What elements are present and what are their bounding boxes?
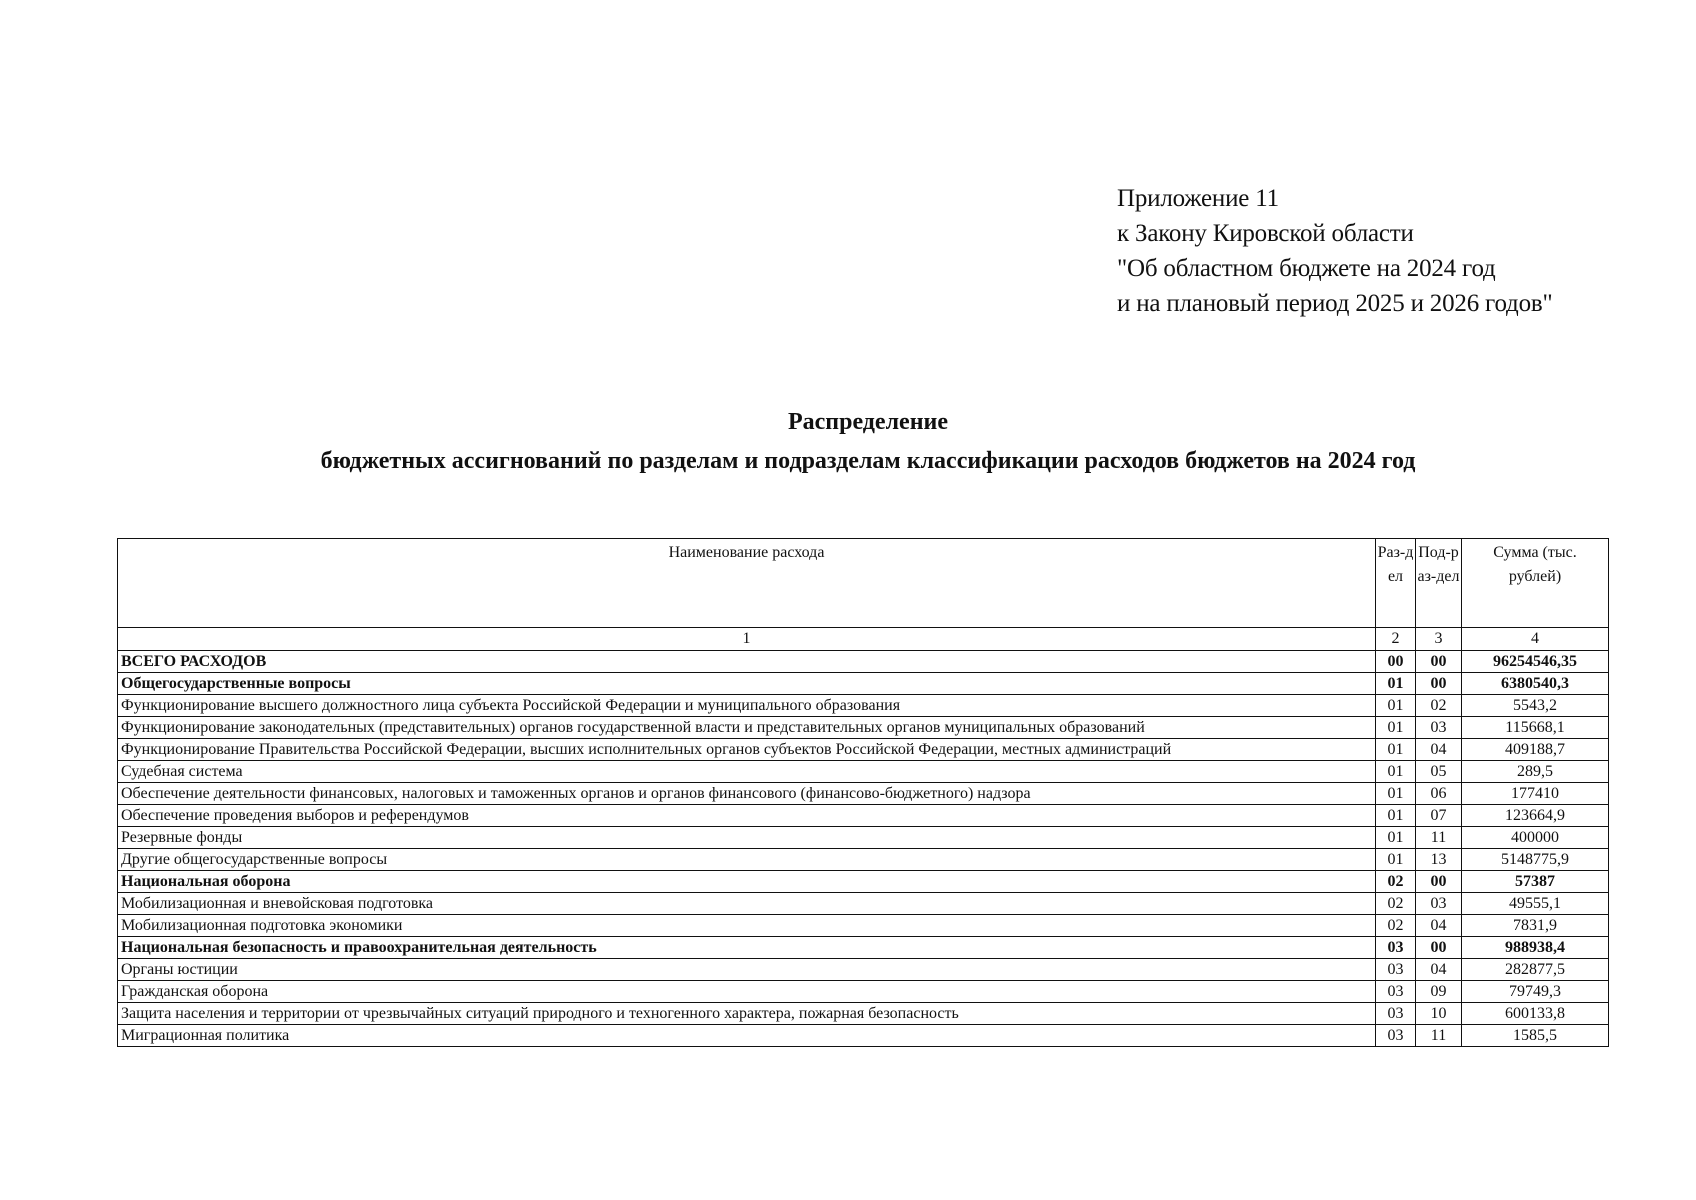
row-sum: 600133,8 (1462, 1003, 1609, 1025)
row-name: ВСЕГО РАСХОДОВ (118, 651, 1376, 673)
row-sum: 5148775,9 (1462, 849, 1609, 871)
header-sum (1462, 539, 1609, 628)
row-podrazdel: 00 (1416, 937, 1462, 959)
row-name: Функционирование высшего должностного лица субъекта Российской Федерации и муниципального образования (118, 695, 1376, 717)
header-podrazdel (1416, 539, 1462, 628)
appendix-law-title-cont: и на плановый период 2025 и 2026 годов" (1117, 290, 1553, 317)
table-row (118, 937, 1609, 959)
row-sum: 6380540,3 (1462, 673, 1609, 695)
column-number: 4 (1462, 628, 1609, 651)
row-razdel: 01 (1376, 827, 1416, 849)
row-podrazdel: 02 (1416, 695, 1462, 717)
budget-table (117, 538, 1609, 1047)
appendix-law-ref: к Закону Кировской области (1117, 220, 1414, 247)
table-row (118, 915, 1609, 937)
row-podrazdel: 05 (1416, 761, 1462, 783)
row-sum: 289,5 (1462, 761, 1609, 783)
table-row (118, 1003, 1609, 1025)
row-podrazdel: 00 (1416, 871, 1462, 893)
row-sum: 115668,1 (1462, 717, 1609, 739)
table-row (118, 717, 1609, 739)
row-podrazdel: 00 (1416, 651, 1462, 673)
table-row (118, 739, 1609, 761)
table-row (118, 893, 1609, 915)
row-name: Резервные фонды (118, 827, 1376, 849)
row-sum: 79749,3 (1462, 981, 1609, 1003)
row-name: Мобилизационная подготовка экономики (118, 915, 1376, 937)
row-name: Другие общегосударственные вопросы (118, 849, 1376, 871)
row-name: Функционирование Правительства Российской Федерации, высших исполнительных органов субъектов Российской Федерации, местных администраций (118, 739, 1376, 761)
row-sum: 96254546,35 (1462, 651, 1609, 673)
row-podrazdel: 07 (1416, 805, 1462, 827)
row-name: Национальная оборона (118, 871, 1376, 893)
row-razdel: 01 (1376, 783, 1416, 805)
row-name: Обеспечение проведения выборов и референдумов (118, 805, 1376, 827)
row-sum: 7831,9 (1462, 915, 1609, 937)
appendix-number: Приложение 11 (1117, 185, 1279, 212)
appendix-caption (1117, 181, 1553, 321)
budget-table-body (118, 651, 1609, 1047)
header-sum-label: Сумма (тыс. рублей) (1493, 544, 1577, 585)
row-podrazdel: 03 (1416, 717, 1462, 739)
row-podrazdel: 09 (1416, 981, 1462, 1003)
row-razdel: 03 (1376, 937, 1416, 959)
header-name: Наименование расхода (118, 539, 1376, 628)
table-row (118, 959, 1609, 981)
row-razdel: 01 (1376, 695, 1416, 717)
row-name: Национальная безопасность и правоохранительная деятельность (118, 937, 1376, 959)
row-podrazdel: 13 (1416, 849, 1462, 871)
row-podrazdel: 10 (1416, 1003, 1462, 1025)
table-row (118, 805, 1609, 827)
row-razdel: 02 (1376, 871, 1416, 893)
row-name: Общегосударственные вопросы (118, 673, 1376, 695)
document-title: Распределение (787, 409, 949, 435)
table-row (118, 1025, 1609, 1047)
row-razdel: 03 (1376, 981, 1416, 1003)
row-sum: 282877,5 (1462, 959, 1609, 981)
header-podrazdel-label: Под-раз-дел (1417, 544, 1460, 585)
row-sum: 409188,7 (1462, 739, 1609, 761)
column-number: 1 (118, 628, 1376, 651)
header-razdel-label: Раз-дел (1377, 544, 1414, 585)
table-row (118, 695, 1609, 717)
row-name: Миграционная политика (118, 1025, 1376, 1047)
table-row (118, 761, 1609, 783)
column-number: 2 (1376, 628, 1416, 651)
row-podrazdel: 11 (1416, 827, 1462, 849)
row-razdel: 01 (1376, 805, 1416, 827)
header-razdel (1376, 539, 1416, 628)
row-podrazdel: 04 (1416, 959, 1462, 981)
row-razdel: 01 (1376, 673, 1416, 695)
row-name: Органы юстиции (118, 959, 1376, 981)
row-name: Гражданская оборона (118, 981, 1376, 1003)
row-sum: 1585,5 (1462, 1025, 1609, 1047)
row-podrazdel: 11 (1416, 1025, 1462, 1047)
row-name: Защита населения и территории от чрезвычайных ситуаций природного и техногенного характера, пожарная безопасность (118, 1003, 1376, 1025)
row-podrazdel: 03 (1416, 893, 1462, 915)
row-razdel: 01 (1376, 849, 1416, 871)
row-razdel: 02 (1376, 915, 1416, 937)
document-subtitle: бюджетных ассигнований по разделам и подразделам классификации расходов бюджетов на 2024 год (320, 448, 1416, 474)
row-sum: 49555,1 (1462, 893, 1609, 915)
table-row (118, 783, 1609, 805)
row-podrazdel: 04 (1416, 739, 1462, 761)
table-row (118, 849, 1609, 871)
table-row (118, 981, 1609, 1003)
row-sum: 177410 (1462, 783, 1609, 805)
row-razdel: 00 (1376, 651, 1416, 673)
row-name: Судебная система (118, 761, 1376, 783)
row-sum: 5543,2 (1462, 695, 1609, 717)
row-razdel: 01 (1376, 761, 1416, 783)
appendix-law-title: "Об областном бюджете на 2024 год (1117, 255, 1496, 282)
row-razdel: 03 (1376, 1003, 1416, 1025)
row-razdel: 03 (1376, 959, 1416, 981)
row-razdel: 03 (1376, 1025, 1416, 1047)
row-podrazdel: 00 (1416, 673, 1462, 695)
row-podrazdel: 06 (1416, 783, 1462, 805)
row-name: Функционирование законодательных (представительных) органов государственной власти и представительных органов муниципальных образований (118, 717, 1376, 739)
table-row (118, 673, 1609, 695)
row-razdel: 01 (1376, 739, 1416, 761)
row-sum: 123664,9 (1462, 805, 1609, 827)
column-number: 3 (1416, 628, 1462, 651)
row-sum: 988938,4 (1462, 937, 1609, 959)
row-razdel: 02 (1376, 893, 1416, 915)
row-sum: 57387 (1462, 871, 1609, 893)
row-razdel: 01 (1376, 717, 1416, 739)
row-podrazdel: 04 (1416, 915, 1462, 937)
row-sum: 400000 (1462, 827, 1609, 849)
row-name: Обеспечение деятельности финансовых, налоговых и таможенных органов и органов финансового (финансово-бюджетного) надзора (118, 783, 1376, 805)
table-row (118, 827, 1609, 849)
table-row (118, 871, 1609, 893)
row-name: Мобилизационная и вневойсковая подготовка (118, 893, 1376, 915)
table-row (118, 651, 1609, 673)
